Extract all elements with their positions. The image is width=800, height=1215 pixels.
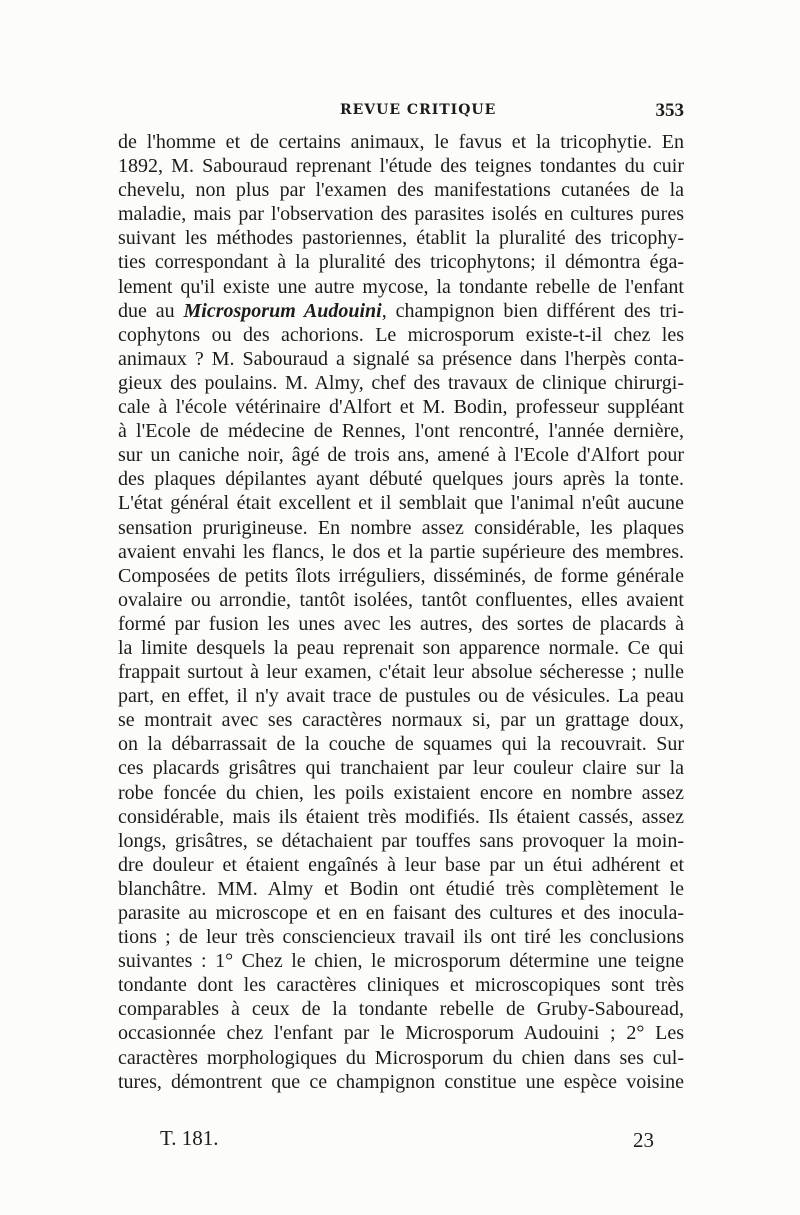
text-line: cale à l'école vétérinaire d'Alfort et M. Bodin, professeur suppléant [118,396,684,419]
text-line: lement qu'il existe une autre mycose, la tondante rebelle de l'enfant [118,275,684,298]
line-segment: due au [118,299,184,322]
tome-number: T. 181. [160,1126,219,1150]
text-line: frappait surtout à leur examen, c'était leur absolue sécheresse ; nulle [118,661,684,684]
text-line: dre douleur et étaient engaînés à leur base par un étui adhérent et [118,853,684,876]
text-line: longs, grisâtres, se détachaient par touffes sans provoquer la moin- [118,829,684,852]
text-line: cophytons ou des achorions. Le microsporum existe-t-il chez les [118,323,684,346]
text-line: formé par fusion les unes avec les autres, des sortes de placards à [118,612,684,635]
text-line: tions ; de leur très consciencieux travail ils ont tiré les conclusions [118,926,684,949]
text-line: sensation prurigineuse. En nombre assez considérable, les plaques [118,516,684,539]
text-line: suivantes : 1° Chez le chien, le microsporum détermine une teigne [118,950,684,973]
text-line: maladie, mais par l'observation des parasites isolés en cultures pures [118,203,684,226]
text-line: caractères morphologiques du Microsporum du chien dans ses cul- [118,1046,684,1069]
text-line: occasionnée chez l'enfant par le Microsporum Audouini ; 2° Les [118,1022,684,1045]
text-line-with-italic [118,299,684,323]
text-line: blanchâtre. MM. Almy et Bodin ont étudié très complètement le [118,877,684,900]
text-line: gieux des poulains. M. Almy, chef des travaux de clinique chirurgi- [118,371,684,394]
text-line: comparables à ceux de la tondante rebelle de Gruby-Sabouread, [118,998,684,1021]
text-line: parasite au microscope et en en faisant des cultures et des inocula- [118,902,684,924]
text-line: sur un caniche noir, âgé de trois ans, amené à l'Ecole d'Alfort pour [118,444,684,467]
signature-mark: 23 [633,1128,654,1152]
running-title: REVUE CRITIQUE [340,102,497,118]
text-line: L'état général était excellent et il semblait que l'animal n'eût aucune [118,492,684,515]
text-line: considérable, mais ils étaient très modifiés. Ils étaient cassés, assez [118,805,684,828]
page-header [118,100,684,126]
line-segment: , champignon bien différent des tri- [381,299,684,322]
text-line: on la débarrassait de la couche de squames qui la recouvrait. Sur [118,733,684,756]
text-line: animaux ? M. Sabouraud a signalé sa présence dans l'herpès conta- [118,347,684,370]
body-text [118,130,684,1094]
text-line: ces placards grisâtres qui tranchaient par leur couleur claire sur la [118,757,684,780]
text-line: 1892, M. Sabouraud reprenant l'étude des teignes tondantes du cuir [118,155,684,178]
text-line: se montrait avec ses caractères normaux si, par un grattage doux, [118,709,684,732]
text-line: tures, démontrent que ce champignon constitue une espèce voisine [118,1070,684,1093]
text-line: ties correspondant à la pluralité des tricophytons; il démontra éga- [118,251,684,274]
text-line: de l'homme et de certains animaux, le favus et la tricophytie. En [118,131,684,153]
text-line: part, en effet, il n'y avait trace de pustules ou de vésicules. La peau [118,685,684,708]
text-line: avaient envahi les flancs, le dos et la partie supérieure des membres. [118,540,684,563]
text-line: suivant les méthodes pastoriennes, établit la pluralité des tricophy- [118,227,684,250]
text-line: tondante dont les caractères cliniques et microscopiques sont très [118,974,684,997]
page-number: 353 [655,100,684,121]
text-line: la limite desquels la peau reprenait son apparence normale. Ce qui [118,636,684,659]
text-line: des plaques dépilantes ayant débuté quelques jours après la tonte. [118,468,684,491]
text-line: chevelu, non plus par l'examen des manifestations cutanées de la [118,179,684,202]
text-line: à l'Ecole de médecine de Rennes, l'ont rencontré, l'année dernière, [118,420,684,443]
text-line: ovalaire ou arrondie, tantôt isolées, tantôt confluentes, elles avaient [118,588,684,611]
text-line: Composées de petits îlots irréguliers, disséminés, de forme générale [118,564,684,587]
species-name: Microsporum Audouini [183,299,382,322]
text-line: robe foncée du chien, les poils existaient encore en nombre assez [118,781,684,804]
page-footer [160,1126,654,1156]
